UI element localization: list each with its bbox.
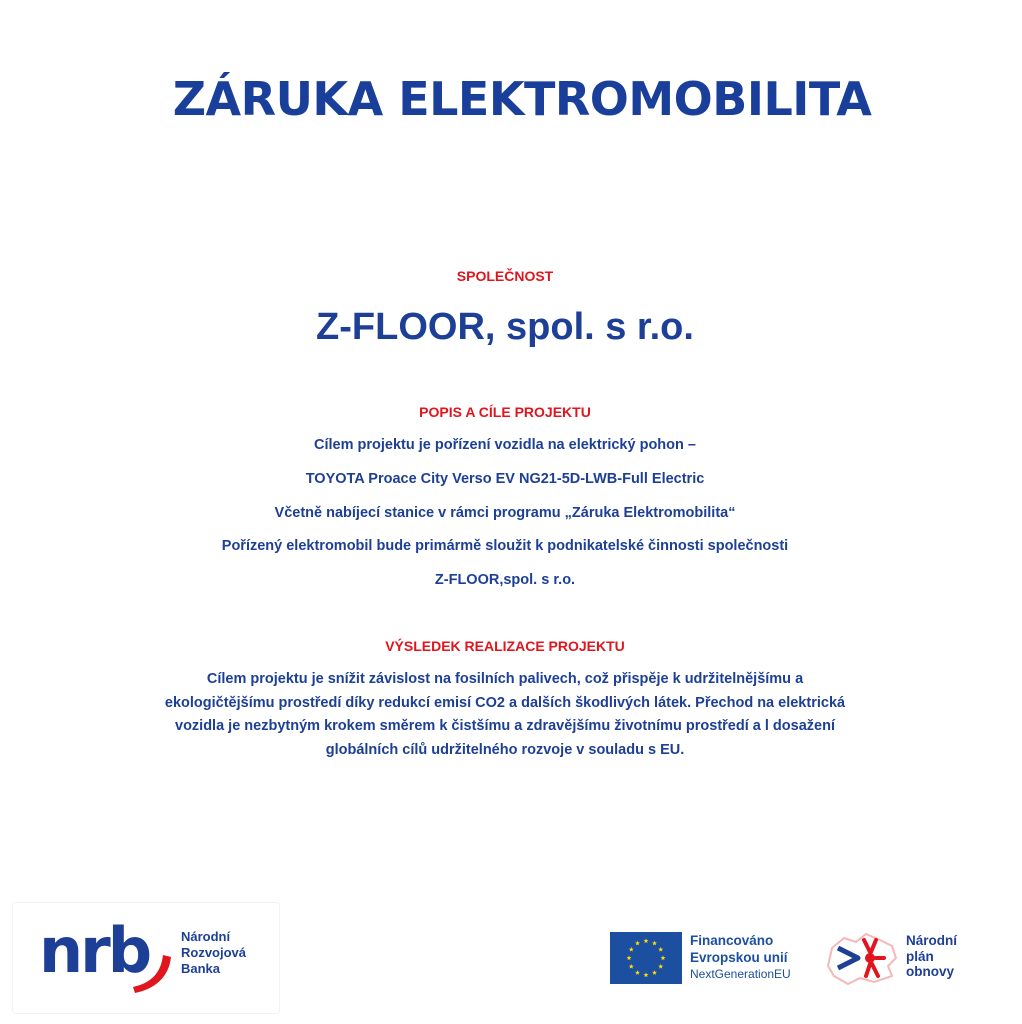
nrb-swoosh-icon: [131, 953, 177, 997]
result-line: Cílem projektu je snížit závislost na fosilních palivech, což přispěje k udržitelnějšímu a: [206, 671, 804, 687]
nrb-wordmark: nrb: [39, 914, 150, 987]
result-label: VÝSLEDEK REALIZACE PROJEKTU: [385, 638, 625, 654]
result-line: vozidla je nezbytným krokem směrem k čistšímu a zdravějšímu životnímu prostředí a l dosažení: [175, 718, 835, 734]
eu-flag-icon: [610, 932, 682, 984]
description-line: Pořízený elektromobil bude primármě sloužit k podnikatelské činnosti společnosti: [221, 538, 789, 554]
description-label: POPIS A CÍLE PROJEKTU: [419, 404, 591, 420]
result-line: ekologičtějšímu prostředí díky redukcí emisí CO2 a dalších škodlivých látek. Přechod na elektrická: [164, 694, 846, 711]
page-title: ZÁRUKA ELEKTROMOBILITA: [172, 72, 872, 126]
nrb-name: Národní Rozvojová Banka: [181, 929, 247, 976]
description-line: Včetně nabíjecí stanice v rámci programu „Záruka Elektromobilita“: [274, 505, 736, 521]
company-label: SPOLEČNOST: [456, 268, 554, 284]
description-line: TOYOTA Proace City Verso EV NG21-5D-LWB-Full Electric: [305, 471, 705, 487]
result-text: [100, 668, 910, 762]
description-line: Cílem projektu je pořízení vozidla na elektrický pohon –: [314, 437, 696, 453]
company-name: Z-FLOOR, spol. s r.o.: [316, 306, 694, 348]
eu-funding-text: Financováno Evropskou unií NextGenerationEU: [690, 933, 791, 981]
npo-logo-icon: [822, 926, 902, 990]
result-line: globálních cílů udržitelného rozvoje v souladu s EU.: [325, 741, 685, 758]
npo-text: Národní plán obnovy: [906, 933, 958, 979]
nrb-logo: [12, 902, 280, 1014]
description-line: Z-FLOOR,spol. s r.o.: [434, 572, 576, 588]
